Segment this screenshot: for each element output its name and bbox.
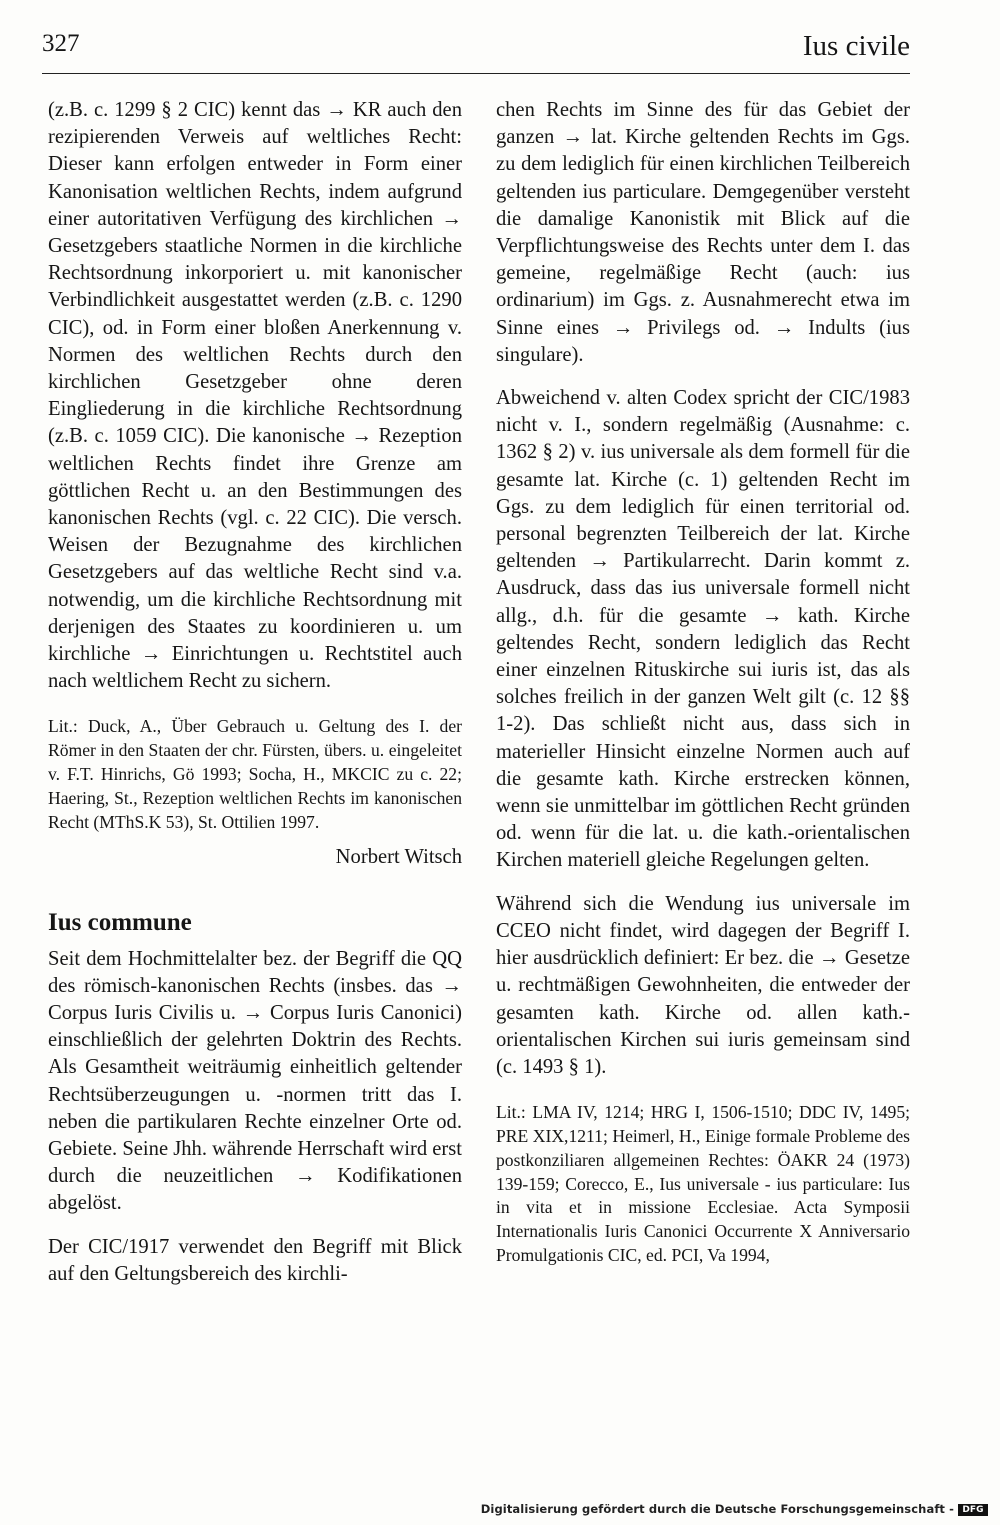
- digitization-credit: [481, 1502, 988, 1516]
- paragraph: (z.B. c. 1299 § 2 CIC) kennt das → KR auch den rezipierenden Verweis auf weltliches Recht: Dieser kann erfolgen entweder in Form einer Kanonisation weltlichen Rechts, indem aufgrund einer autoritativen Verfügung des kirchlichen → Gesetzgebers staatliche Normen in die kirchliche Rechtsordnung inkorporiert u. mit kanonischer Verbindlichkeit ausgestattet werden (z.B. c. 1290 CIC), od. in Form einer bloßen Anerkennung v. Normen des weltlichen Rechts durch den kirchlichen Gesetzgeber ohne deren Eingliederung in die kirchliche Rechtsordnung (z.B. c. 1059 CIC). Die kanonische → Rezeption weltlichen Rechts findet ihre Grenze am göttlichen Recht u. an den Bestimmungen des kanonischen Rechts (vgl. c. 22 CIC). Die versch. Weisen der Bezugnahme des kirchlichen Gesetzgebers auf das weltliche Recht sind v.a. notwendig, um die kirchliche Rechtsordnung mit derjenigen des Staates zu koordinieren u. um kirchliche → Einrichtungen u. Rechtstitel auch nach weltlichem Recht zu sichern.: [48, 99, 462, 693]
- paragraph: chen Rechts im Sinne des für das Gebiet der ganzen → lat. Kirche geltenden Rechts im Ggs. zu dem lediglich für einen kirchlichen Teilbereich geltenden ius particulare. Demgegenüber versteht die damalige Kanonistik mit Blick auf die Verpflichtungsweise des Rechts unter dem I. das gemeine, regelmäßige Recht (auch: ius ordinarium) im Ggs. z. Ausnahmerecht etwa im Sinne eines → Privilegs od. → Indults (ius singulare).: [496, 99, 910, 366]
- author-signature: Norbert Witsch: [335, 846, 462, 869]
- paragraph: Der CIC/1917 verwendet den Begriff mit Blick auf den Geltungsbereich des kirchli-: [48, 1235, 462, 1285]
- paragraph: Seit dem Hochmittelalter bez. der Begriff die QQ des römisch-kanonischen Rechts (insbes. das → Corpus Iuris Civilis u. → Corpus Iuris Canonici) einschließlich der gelehrten Doktrin des Rechts. Als Gesamtheit weiträumig einheitlich geltender Rechtsüberzeugungen u. -normen tritt das I. neben die partikularen Rechte einzelner Orte od. Gebiete. Seine Jhh. währende Herrschaft wird erst durch die neuzeitlichen → Kodifikationen abgelöst.: [48, 947, 463, 1215]
- page-number: 327: [42, 30, 80, 57]
- running-title: Ius civile: [802, 30, 910, 62]
- right-column: [496, 97, 910, 1278]
- paragraph: Abweichend v. alten Codex spricht der CIC/1983 nicht v. I., sondern regelmäßig (Ausnahme: c. 1362 § 2) v. ius universale als dem formell für die gesamte lat. Kirche (c. 1) geltenden Recht im Ggs. zu dem lediglich für einen territorial od. personal begrenzten Teilbereich der lat. Kirche geltenden → Partikularrecht. Darin kommt z. Ausdruck, dass das ius universale formell nicht allg., d.h. für die gesamte → kath. Kirche geltendes Recht, sondern lediglich das Recht einer einzelnen Rituskirche sui iuris ist, das als solches freilich in der ganzen Welt gilt (c. 12 §§ 1-2). Das schließt nicht aus, dass sich in materieller Hinsicht einzelne Normen auch auf die gesamte kath. Kirche erstrecken können, wenn sie unmittelbar im göttlichen Recht gründen od. wenn für die lat. u. die kath.-orientalischen Kirchen materiell gleiche Regelungen gelten.: [496, 387, 910, 872]
- paragraph: Während sich die Wendung ius universale im CCEO nicht findet, wird dagegen der Begriff I. hier ausdrücklich definiert: Er bez. die → Gesetze u. rechtmäßigen Gewohnheiten, die entweder der gesamten kath. Kirche od. allen kath.-orientalischen Kirchen sui iuris gemeinsam sind (c. 1493 § 1).: [496, 892, 910, 1078]
- literature-note: Lit.: Duck, A., Über Gebrauch u. Geltung des I. der Römer in den Staaten der chr. Fürsten, übers. u. eingeleitet v. F.T. Hinrichs, Gö 1993; Socha, H., MKCIC zu c. 22; Haering, St., Rezeption weltlichen Rechts im kanonischen Recht (MThS.K 53), St. Ottilien 1997.: [48, 716, 462, 832]
- header-rule: [42, 73, 910, 74]
- article-heading: Ius commune: [48, 908, 192, 936]
- literature-note: Lit.: LMA IV, 1214; HRG I, 1506-1510; DDC IV, 1495; PRE XIX,1211; Heimerl, H., Einige formale Probleme des postkonziliaren allgemeinen Rechtes: ÖAKR 24 (1973) 139-159; Corecco, E., Ius universale - ius particulare: Ius in vita et in missione Ecclesiae. Acta Symposii Internationalis Iuris Canonici Occurrente X Anniversario Promulgationis CIC, ed. PCI, Va 1994,: [496, 1102, 910, 1265]
- credit-text: Digitalisierung gefördert durch die Deutsche Forschungsgemeinschaft -: [480, 1502, 954, 1516]
- dfg-logo-icon: DFG: [958, 1504, 988, 1516]
- left-column: [48, 97, 462, 1304]
